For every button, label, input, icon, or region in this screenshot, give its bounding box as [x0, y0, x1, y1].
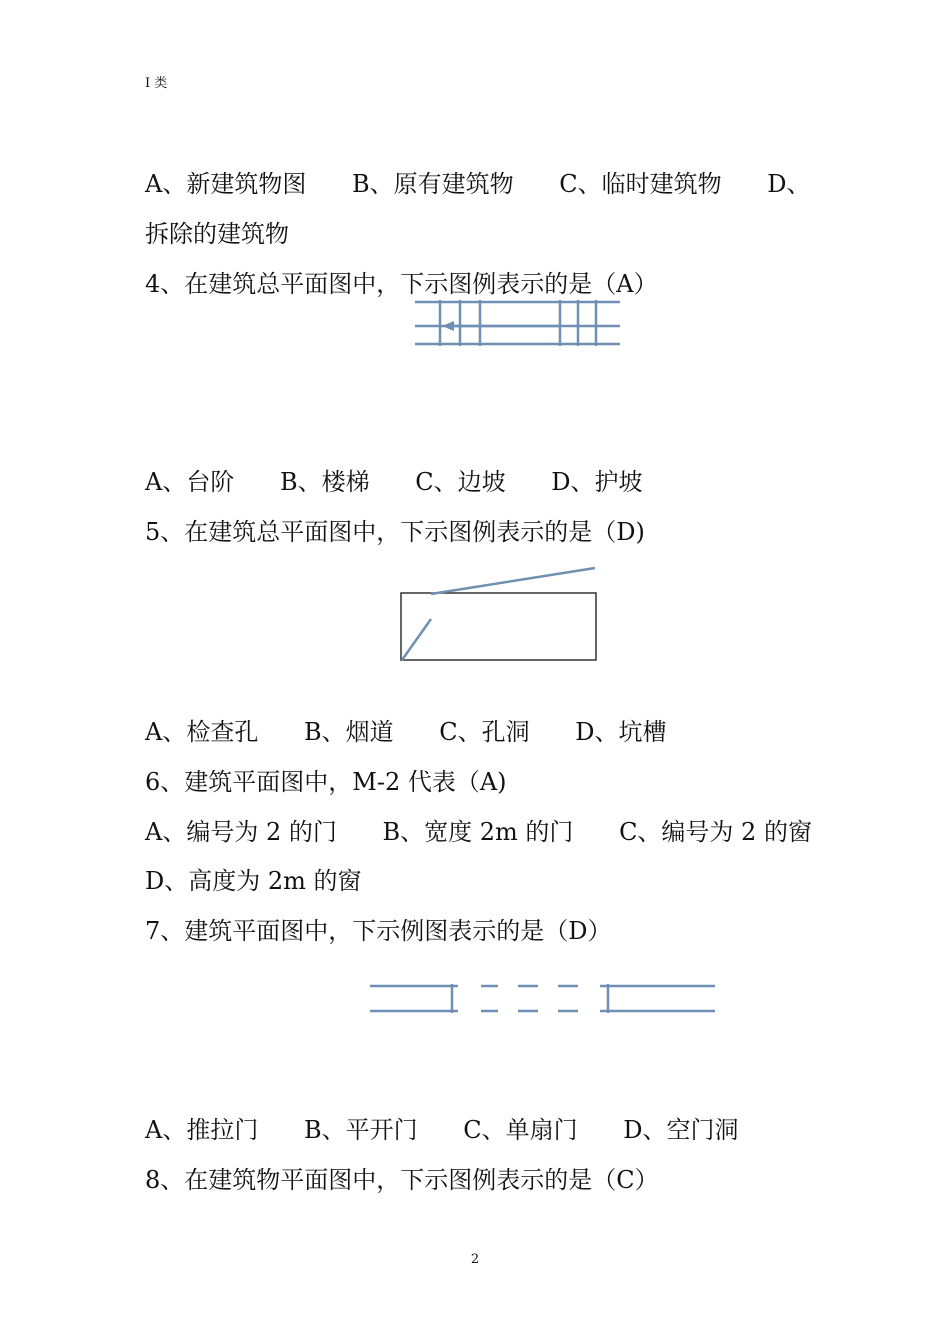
q7-question: 7、建筑平面图中，下示例图表示的是（D）: [145, 917, 612, 945]
q4-legend-figure: [410, 294, 625, 352]
q5-question: 5、在建筑总平面图中，下示图例表示的是（D): [145, 518, 645, 546]
q5-option-d: D、坑槽: [575, 718, 667, 746]
figure-box: [401, 593, 596, 660]
q6-option-a: A、编号为 2 的门: [145, 818, 337, 846]
arrow-head-icon: [442, 321, 454, 331]
q6-option-d: D、高度为 2m 的窗: [145, 867, 362, 895]
q5-legend-figure: [398, 564, 600, 666]
q7-option-b: B、平开门: [303, 1116, 418, 1144]
page-number: 2: [470, 1252, 480, 1267]
q5-option-a: A、检查孔: [145, 718, 259, 746]
q4-option-a: A、台阶: [145, 468, 235, 496]
q7-option-a: A、推拉门: [145, 1116, 259, 1144]
q3-option-a: A、新建筑物图: [145, 170, 307, 198]
figure-line: [402, 619, 431, 660]
page-header: I 类: [145, 76, 168, 91]
q5-option-b: B、烟道: [303, 718, 394, 746]
q5-options-row: [145, 720, 667, 744]
q3-options-row: [145, 172, 811, 196]
q6-question: 6、建筑平面图中，M-2 代表（A): [145, 768, 507, 796]
q7-legend-figure: [366, 980, 718, 1016]
q5-option-c: C、孔洞: [439, 718, 530, 746]
q4-question: 4、在建筑总平面图中，下示图例表示的是（A）: [145, 270, 658, 298]
q7-options-row: [145, 1118, 739, 1142]
q3-option-d-continued: 拆除的建筑物: [145, 220, 289, 248]
q3-option-b: B、原有建筑物: [351, 170, 514, 198]
q7-option-c: C、单扇门: [463, 1116, 578, 1144]
q6-option-c: C、编号为 2 的窗: [619, 818, 812, 846]
q4-option-d: D、护坡: [551, 468, 643, 496]
q7-option-d: D、空门洞: [623, 1116, 739, 1144]
q3-option-d: D、: [767, 170, 811, 198]
q4-option-c: C、边坡: [415, 468, 506, 496]
q6-option-b: B、宽度 2m 的门: [382, 818, 574, 846]
q6-options-row: [145, 820, 812, 844]
q4-option-b: B、楼梯: [279, 468, 370, 496]
figure-line: [431, 568, 595, 594]
q8-question: 8、在建筑物平面图中，下示图例表示的是（C）: [145, 1166, 659, 1194]
q4-options-row: [145, 470, 643, 494]
q3-option-c: C、临时建筑物: [559, 170, 722, 198]
